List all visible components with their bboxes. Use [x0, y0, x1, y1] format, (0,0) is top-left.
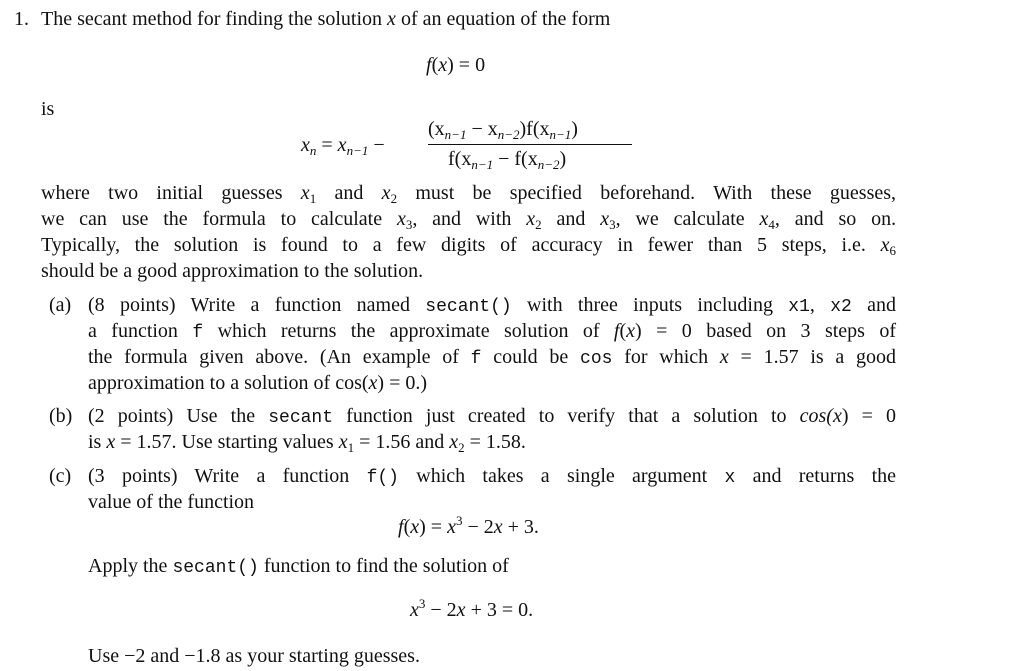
- part-b-line-1: (2 points) Use the secant function just created to verify that a solution to cos(x) = 0: [88, 405, 897, 428]
- part-c-function-eq: $f(x) = x^3 - 2x + 3$.: [398, 513, 539, 538]
- part-b-line-2: is x = 1.57. Use starting values $x_1 = 1.56$ and $x_2 = 1.58$.: [88, 431, 526, 455]
- intro-line: The secant method for finding the solution x of an equation of the form: [41, 8, 611, 30]
- is-label: is: [41, 98, 55, 120]
- part-c-line-1: (3 points) Write a function f() which takes a single argument x and returns the: [88, 465, 897, 488]
- part-a-line-4: approximation to a solution of cos(x) = 0.): [88, 372, 428, 394]
- equation-main: f(x) = 0: [426, 54, 486, 76]
- part-c-line-2: value of the function: [88, 491, 255, 513]
- problem-number: 1.: [14, 8, 29, 30]
- part-c-target-eq: $x^3 - 2x + 3 = 0$.: [410, 596, 534, 621]
- part-a-line-2: a function f which returns the approximate solution of f(x) = 0 based on 3 steps of: [88, 320, 897, 343]
- para-line-2: we can use the formula to calculate $x_3$, and with $x_2$ and $x_3$, we calculate $x_4$, and so on.: [41, 208, 897, 232]
- part-b-label: (b): [49, 405, 73, 427]
- fraction-bar: [428, 144, 632, 145]
- para-line-4: should be a good approximation to the solution.: [41, 260, 424, 282]
- part-c-line-4: Use −2 and −1.8 as your starting guesses.: [88, 645, 420, 667]
- part-a-line-1: (8 points) Write a function named secant() with three inputs including x1, x2 and: [88, 294, 896, 317]
- para-line-3: Typically, the solution is found to a few digits of accuracy in fewer than 5 steps, i.e. $x_6$: [41, 234, 896, 258]
- part-a-label: (a): [49, 294, 72, 316]
- part-c-line-3: Apply the secant() function to find the solution of: [88, 555, 509, 578]
- para-line-1: where two initial guesses $x_1$ and $x_2$ must be specified beforehand. With these guesses,: [41, 182, 897, 206]
- formula-denominator: $f(x_{n-1} - f(x_{n-2})$: [448, 148, 567, 172]
- formula-numerator: $(x_{n-1} - x_{n-2})f(x_{n-1})$: [428, 118, 578, 142]
- part-c-label: (c): [49, 465, 72, 487]
- part-a-line-3: the formula given above. (An example of f could be cos for which x = 1.57 is a good: [88, 346, 897, 369]
